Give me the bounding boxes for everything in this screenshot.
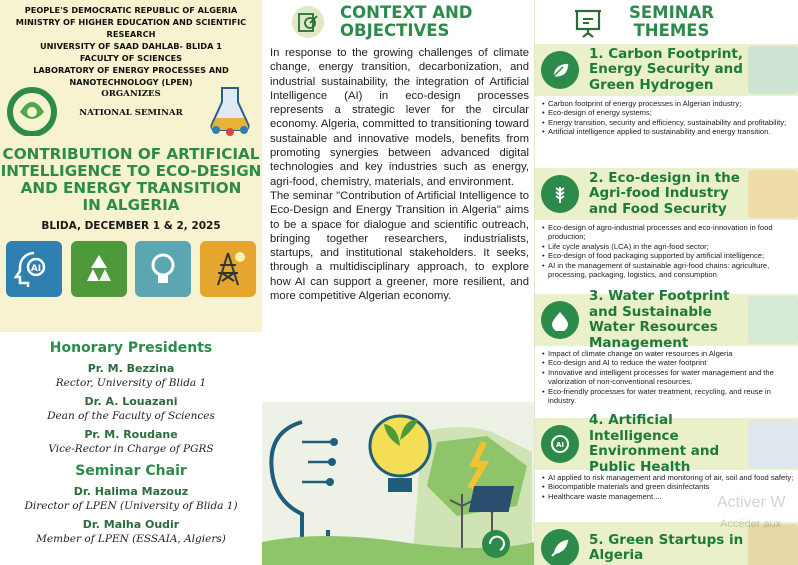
header-line: FACULTY OF SCIENCES bbox=[79, 53, 183, 63]
seminar-title bbox=[0, 146, 262, 214]
list-item: • Innovative and intelligent processes for water management and the valorization of non-conventional resources. bbox=[542, 368, 795, 387]
water-drop-icon bbox=[541, 301, 579, 339]
theme-title-bar bbox=[535, 44, 798, 96]
organizer-block bbox=[79, 88, 182, 120]
institution-header bbox=[0, 0, 262, 142]
list-item: • AI applied to risk management and monitoring of air, soil and food safety; bbox=[542, 473, 795, 482]
context-paragraph: The seminar "Contribution of Artificial Intelligence to Eco-Design and Energy Transition in Algeria" aims to be a space for dialogue and scientific outreach, bringing together researchers, industrialists, startups, and institutional stakeholders. It seeks, through a multidisciplinary approach, to explore how AI can support a greener, more resilient, and more competitive Algerian economy. bbox=[270, 189, 529, 303]
person-role: Dean of the Faculty of Sciences bbox=[47, 410, 215, 422]
heading-line: THEMES bbox=[633, 21, 710, 40]
hydrogen-image bbox=[748, 46, 798, 94]
list-item: • Life cycle analysis (LCA) in the agri-food sector; bbox=[542, 242, 795, 251]
theme-title: 3. Water Footprint and Sustainable Water Resources Management bbox=[589, 288, 730, 351]
activation-watermark: Accéder aux bbox=[720, 518, 782, 530]
list-item: • AI in the management of sustainable agri-food chains: agriculture, processing, packaging, logistics, and consumption bbox=[542, 261, 795, 280]
theme-bullets bbox=[535, 220, 798, 279]
startup-image bbox=[748, 524, 798, 565]
list-item: • Eco-design of food packaging supported by artificial intelligence; bbox=[542, 251, 795, 260]
ai-head-icon bbox=[541, 425, 579, 463]
ai-eco-illustration bbox=[262, 402, 535, 565]
middle-column bbox=[262, 0, 535, 565]
chair-heading: Seminar Chair bbox=[75, 463, 187, 479]
seminar-title-band bbox=[0, 142, 262, 332]
header-line: LABORATORY OF ENERGY PROCESSES AND bbox=[33, 65, 229, 75]
committee-section bbox=[0, 332, 262, 545]
activation-watermark: Activer W bbox=[717, 494, 786, 511]
left-column bbox=[0, 0, 262, 565]
theme-block bbox=[535, 288, 798, 406]
heading-line: SEMINAR bbox=[629, 3, 714, 22]
person-name: Dr. Malha Oudir bbox=[82, 518, 180, 531]
list-item: • Artificial intelligence applied to sustainability and energy transition. bbox=[542, 127, 795, 136]
theme-block bbox=[535, 168, 798, 279]
context-body bbox=[262, 44, 535, 303]
person-role: Vice-Rector in Charge of PGRS bbox=[48, 443, 214, 455]
theme-title-bar bbox=[535, 412, 798, 475]
list-item: • Carbon footprint of energy processes in Algerian industry; bbox=[542, 99, 795, 108]
presentation-board-icon bbox=[571, 5, 605, 39]
header-line: MINISTRY OF HIGHER EDUCATION AND SCIENTIFIC bbox=[15, 17, 247, 27]
list-item: • Eco-design of energy systems; bbox=[542, 108, 795, 117]
header-line: UNIVERSITY OF SAAD DAHLAB- BLIDA 1 bbox=[40, 41, 222, 51]
theme-title: 1. Carbon Footprint, Energy Security and Green Hydrogen bbox=[589, 45, 743, 93]
lightbulb-icon bbox=[135, 241, 191, 297]
heading-line: CONTEXT AND bbox=[340, 3, 473, 22]
water-image bbox=[748, 296, 798, 344]
context-paragraph: In response to the growing challenges of climate change, energy transition, decarbonization, and industrial sustainability, the integration of Artificial Intelligence (AI) in eco-design processes represents a strategic lever for the circular economy. Algeria, committed to transitioning toward sustainable and innovative models, benefits from promoting synergies between advanced digital technologies and key industries such as energy, agri-food, chemistry, materials, and environment. bbox=[270, 47, 529, 188]
list-item: • Impact of climate change on water resources in Algeria bbox=[542, 349, 795, 358]
wheat-icon bbox=[541, 175, 579, 213]
lpen-logo bbox=[204, 84, 256, 136]
theme-title: 2. Eco-design in the Agri-food Industry and Food Security bbox=[589, 169, 740, 217]
theme-bullets bbox=[535, 346, 798, 405]
list-item: • Eco-design and AI to reduce the water footprint bbox=[542, 358, 795, 367]
header-line: RESEARCH bbox=[106, 29, 156, 39]
national-seminar-label: NATIONAL SEMINAR bbox=[79, 108, 183, 118]
title-line: AND ENERGY TRANSITION bbox=[20, 179, 242, 197]
person-role: Member of LPEN (ESSAIA, Algiers) bbox=[36, 533, 226, 545]
list-item: • Energy transition, security and efficiency, sustainability and profitability; bbox=[542, 118, 795, 127]
list-item: • Healthcare waste management.... bbox=[542, 492, 795, 501]
title-line: CONTRIBUTION OF ARTIFICIAL bbox=[2, 145, 260, 163]
person-name: Pr. M. Roudane bbox=[84, 428, 178, 441]
rocket-icon bbox=[541, 529, 579, 565]
themes-heading bbox=[629, 4, 714, 40]
person-role: Rector, University of Blida 1 bbox=[55, 377, 207, 389]
university-logo bbox=[6, 84, 58, 136]
right-column bbox=[535, 0, 798, 565]
agrifood-image bbox=[748, 170, 798, 218]
power-pylon-icon bbox=[200, 241, 256, 297]
theme-title-bar bbox=[535, 288, 798, 351]
themes-header bbox=[535, 0, 798, 44]
svg-text:AI: AI bbox=[555, 441, 565, 449]
ai-head-icon bbox=[6, 241, 62, 297]
recycle-icon bbox=[71, 241, 127, 297]
person-name: Pr. M. Bezzina bbox=[87, 362, 175, 375]
list-item: • Biocompatible materials and green disinfectants bbox=[542, 482, 795, 491]
organizes-label: ORGANIZES bbox=[101, 89, 161, 99]
list-item: • Eco-design of agro-industrial processes and eco-innovation in food production; bbox=[542, 223, 795, 242]
person-name: Dr. A. Louazani bbox=[84, 395, 178, 408]
leaf-icon bbox=[541, 51, 579, 89]
theme-title: 5. Green Startups in Algeria bbox=[589, 531, 744, 563]
target-icon bbox=[292, 6, 324, 38]
context-heading bbox=[340, 4, 472, 40]
theme-title: 4. Artificial Intelligence Environment and Public Health bbox=[589, 412, 720, 475]
svg-text:AI: AI bbox=[30, 264, 42, 274]
header-line: NANOTECHNOLOGY (LPEN) bbox=[69, 77, 193, 87]
health-image bbox=[748, 420, 798, 468]
theme-title-bar bbox=[535, 168, 798, 220]
title-line: IN ALGERIA bbox=[82, 196, 180, 214]
list-item: • Eco-friendly processes for water treatment, recycling, and reuse in industry. bbox=[542, 387, 795, 406]
theme-icons-row bbox=[0, 241, 262, 297]
logos-row bbox=[6, 84, 256, 136]
person-role: Director of LPEN (University of Blida 1) bbox=[24, 500, 238, 512]
theme-block bbox=[535, 44, 798, 137]
context-header bbox=[262, 0, 535, 44]
title-line: INTELLIGENCE TO ECO-DESIGN bbox=[0, 162, 262, 180]
theme-bullets bbox=[535, 96, 798, 137]
person-name: Dr. Halima Mazouz bbox=[73, 485, 189, 498]
honorary-heading: Honorary Presidents bbox=[49, 340, 213, 356]
theme-block bbox=[535, 412, 798, 501]
seminar-date: BLIDA, DECEMBER 1 & 2, 2025 bbox=[41, 220, 221, 232]
header-line: PEOPLE'S DEMOCRATIC REPUBLIC OF ALGERIA bbox=[24, 5, 238, 15]
heading-line: OBJECTIVES bbox=[340, 21, 450, 40]
